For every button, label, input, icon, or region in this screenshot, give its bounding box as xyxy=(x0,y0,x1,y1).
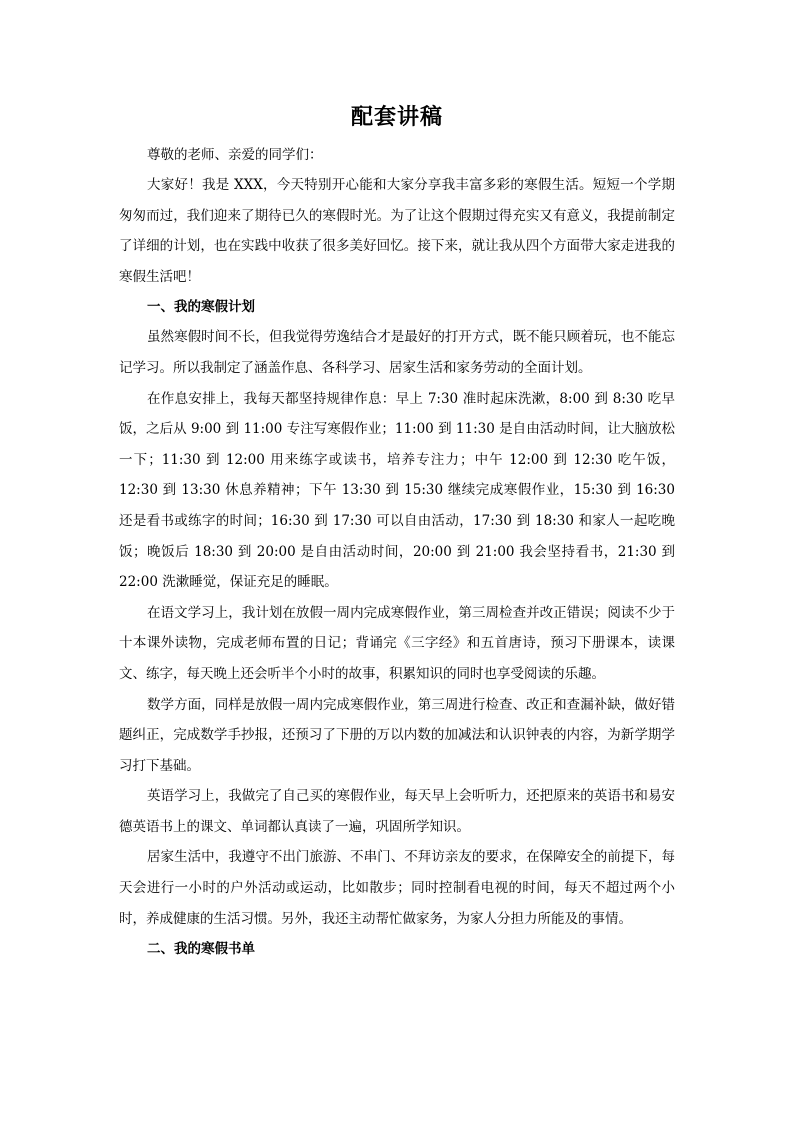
salutation: 尊敬的老师、亲爱的同学们： xyxy=(147,147,323,163)
section-heading-plan: 一、我的寒假计划 xyxy=(147,299,255,316)
paragraph-schedule: 在作息安排上，我每天都坚持规律作息：早上 7:30 准时起床洗漱，8:00 到 8:30 吃早饭，之后从 9:00 到 11:00 专注写寒假作业；11:00 到 11:30 是自由活动时间，让大脑放松一下；11:30 到 12:00 用来练字或读书，培养专注力；中午 12:00 到 12:30 吃午饭，12:30 到 13:30 休息养精神；下午 13:30 到 15:30 继续完成寒假作业，15:30 到 16:30 还是看书或练字的时间；16:30 到 17:30 可以自由活动，17:30 到 18:30 和家人一起吃晚饭；晚饭后 18:30 到 20:00 是自由活动时间，20:00 到 21:00 我会坚持看书，21:30 到 22:00 洗漱睡觉，保证充足的睡眠。 xyxy=(119,390,675,591)
paragraph-chinese: 在语文学习上，我计划在放假一周内完成寒假作业，第三周检查并改正错误；阅读不少于十本课外读物，完成老师布置的日记；背诵完《三字经》和五首唐诗，预习下册课本，读课文、练字，每天晚上还会听半个小时的故事，积累知识的同时也享受阅读的乐趣。 xyxy=(119,604,675,682)
page-title: 配套讲稿 xyxy=(350,104,443,130)
paragraph-plan-overview: 虽然寒假时间不长，但我觉得劳逸结合才是最好的打开方式，既不能只顾着玩，也不能忘记学习。所以我制定了涵盖作息、各科学习、居家生活和家务劳动的全面计划。 xyxy=(119,329,675,376)
paragraph-math: 数学方面，同样是放假一周内完成寒假作业，第三周进行检查、改正和查漏补缺，做好错题纠正，完成数学手抄报，还预习了下册的万以内数的加减法和认识钟表的内容，为新学期学习打下基础。 xyxy=(119,696,675,774)
section-heading-booklist: 二、我的寒假书单 xyxy=(147,941,255,958)
intro-paragraph: 大家好！我是 XXX，今天特别开心能和大家分享我丰富多彩的寒假生活。短短一个学期匆匆而过，我们迎来了期待已久的寒假时光。为了让这个假期过得充实又有意义，我提前制定了详细的计划，也在实践中收获了很多美好回忆。接下来，就让我从四个方面带大家走进我的寒假生活吧！ xyxy=(119,177,675,285)
paragraph-home-life: 居家生活中，我遵守不出门旅游、不串门、不拜访亲友的要求，在保障安全的前提下，每天会进行一小时的户外活动或运动，比如散步；同时控制看电视的时间，每天不超过两个小时，养成健康的生活习惯。另外，我还主动帮忙做家务，为家人分担力所能及的事情。 xyxy=(119,849,675,927)
paragraph-english: 英语学习上，我做完了自己买的寒假作业，每天早上会听听力，还把原来的英语书和易安德英语书上的课文、单词都认真读了一遍，巩固所学知识。 xyxy=(119,788,675,835)
document-body xyxy=(119,140,675,964)
